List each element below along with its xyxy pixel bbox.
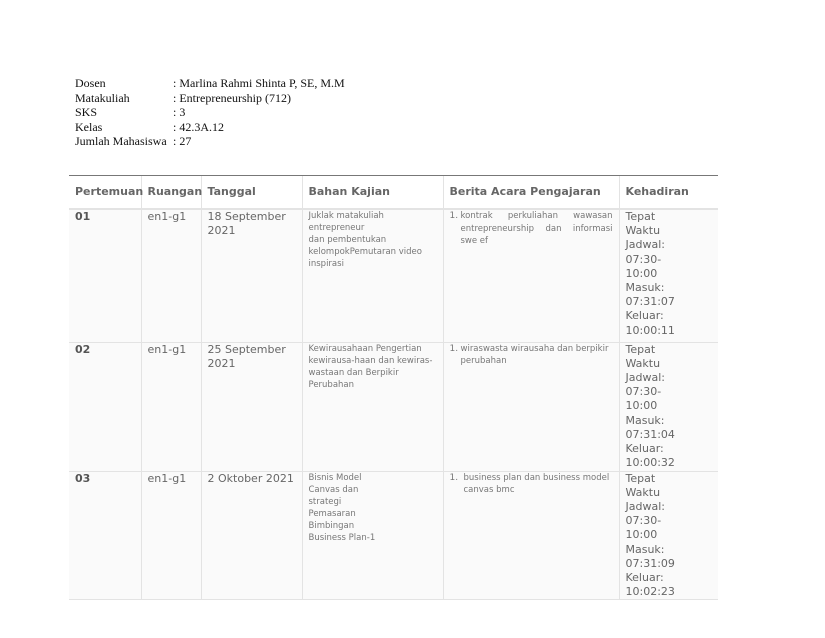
info-row-jumlah-mahasiswa (75, 134, 345, 149)
header-tanggal: Tanggal (201, 176, 302, 210)
info-row-kelas (75, 120, 345, 135)
attendance-line: Jadwal: (625, 370, 665, 384)
table-row (69, 471, 718, 600)
attendance-line: Waktu (625, 485, 661, 499)
attendance-line: Tepat (625, 210, 656, 223)
topic-line: Bisnis Model (308, 472, 362, 483)
list-item (450, 210, 613, 248)
date: 2 Oktober 2021 (201, 471, 302, 600)
meeting-number: 01 (69, 209, 141, 342)
table-row (69, 342, 718, 471)
attendance-line: Jadwal: (625, 499, 665, 513)
list-text: wiraswasta wirausaha dan berpikir perubahan (460, 343, 609, 366)
attendance-line: 07:31:04 (625, 427, 675, 441)
attendance-line: 10:00 (625, 266, 658, 280)
info-label: Dosen (75, 76, 106, 90)
list-item (450, 343, 613, 368)
topic-line: Juklak matakuliah entrepreneur (308, 211, 384, 233)
teaching-report (443, 209, 619, 342)
room: en1-g1 (141, 209, 201, 342)
list-text: kontrak perkuliahan wawasan entrepreneurship dan informasi swe ef (460, 211, 613, 246)
info-value: : 3 (173, 105, 186, 119)
topic-line: Canvas dan (308, 484, 359, 495)
attendance-line: Masuk: (625, 413, 665, 427)
teaching-report (443, 342, 619, 471)
topic-line: inspirasi (308, 259, 344, 269)
table-header-row (69, 176, 718, 210)
list-item (450, 472, 613, 497)
info-row-sks (75, 105, 345, 120)
info-label: Matakuliah (75, 90, 130, 105)
attendance-line: 10:02:23 (625, 585, 675, 599)
attendance-line: 10:00 (625, 399, 658, 413)
topic (302, 209, 443, 342)
info-row-matakuliah (75, 91, 345, 106)
topic-line: Pemasaran (308, 508, 356, 519)
attendance-line: Tepat (625, 471, 656, 485)
topic (302, 342, 443, 471)
attendance (619, 342, 718, 471)
info-value: : 42.3A.12 (173, 119, 224, 134)
room: en1-g1 (141, 471, 201, 600)
attendance-line: 07:30- (625, 385, 662, 399)
attendance (619, 471, 718, 600)
date: 25 September 2021 (201, 342, 302, 471)
meeting-table (69, 175, 718, 600)
info-value: : Marlina Rahmi Shinta P, SE, M.M (173, 76, 345, 90)
list-text: business plan dan business model canvas bmc (463, 472, 610, 495)
header-ruangan: Ruangan (141, 176, 201, 210)
attendance-line: 07:31:07 (625, 295, 675, 309)
list-number: 1. (449, 472, 459, 483)
topic-line: kewirausa-haan dan kewiras- (308, 355, 433, 366)
topic (302, 471, 443, 600)
topic-line: kelompokPemutaran video (308, 247, 422, 257)
list-number: 1. (449, 343, 459, 354)
meeting-number: 02 (69, 342, 141, 471)
info-label: Jumlah Mahasiswa (75, 134, 167, 148)
header-berita-acara: Berita Acara Pengajaran (443, 176, 619, 210)
attendance-line: Keluar: (625, 570, 664, 584)
list-number: 1. (449, 211, 459, 221)
topic-line: Bimbingan (308, 520, 355, 531)
topic-line: Business Plan-1 (308, 532, 376, 543)
attendance-line: Jadwal: (625, 238, 665, 252)
attendance-line: 07:31:09 (625, 556, 675, 570)
attendance-line: Tepat (625, 342, 656, 356)
info-value: : 27 (173, 134, 192, 148)
attendance-line: 10:00 (625, 528, 658, 542)
attendance-line: Keluar: (625, 309, 664, 323)
teaching-report (443, 471, 619, 600)
meeting-number: 03 (69, 471, 141, 600)
attendance-line: 07:30- (625, 514, 662, 528)
header-kehadiran: Kehadiran (619, 176, 718, 210)
attendance-line: Waktu (625, 356, 661, 370)
info-value: : Entrepreneurship (712) (173, 90, 291, 105)
header-bahan-kajian: Bahan Kajian (302, 176, 443, 210)
info-label: Kelas (75, 119, 103, 134)
attendance-line: Masuk: (625, 542, 665, 556)
topic-line: Perubahan (308, 379, 355, 390)
topic-line: wastaan dan Berpikir (308, 367, 399, 378)
date: 18 September 2021 (201, 209, 302, 342)
topic-line: dan pembentukan (308, 235, 387, 245)
table-row (69, 209, 718, 342)
course-info (75, 76, 345, 149)
topic-line: Kewirausahaan Pengertian (308, 343, 422, 354)
attendance-line: 07:30- (625, 252, 662, 266)
topic-line: strategi (308, 496, 342, 507)
info-row-dosen (75, 76, 345, 91)
info-label: SKS (75, 105, 98, 119)
attendance-line: Keluar: (625, 441, 664, 455)
attendance (619, 209, 718, 342)
room: en1-g1 (141, 342, 201, 471)
attendance-line: 10:00:11 (625, 323, 675, 337)
attendance-line: Waktu (625, 224, 661, 238)
attendance-line: 10:00:32 (625, 456, 675, 470)
header-pertemuan: Pertemuan (69, 176, 141, 210)
attendance-line: Masuk: (625, 281, 665, 295)
